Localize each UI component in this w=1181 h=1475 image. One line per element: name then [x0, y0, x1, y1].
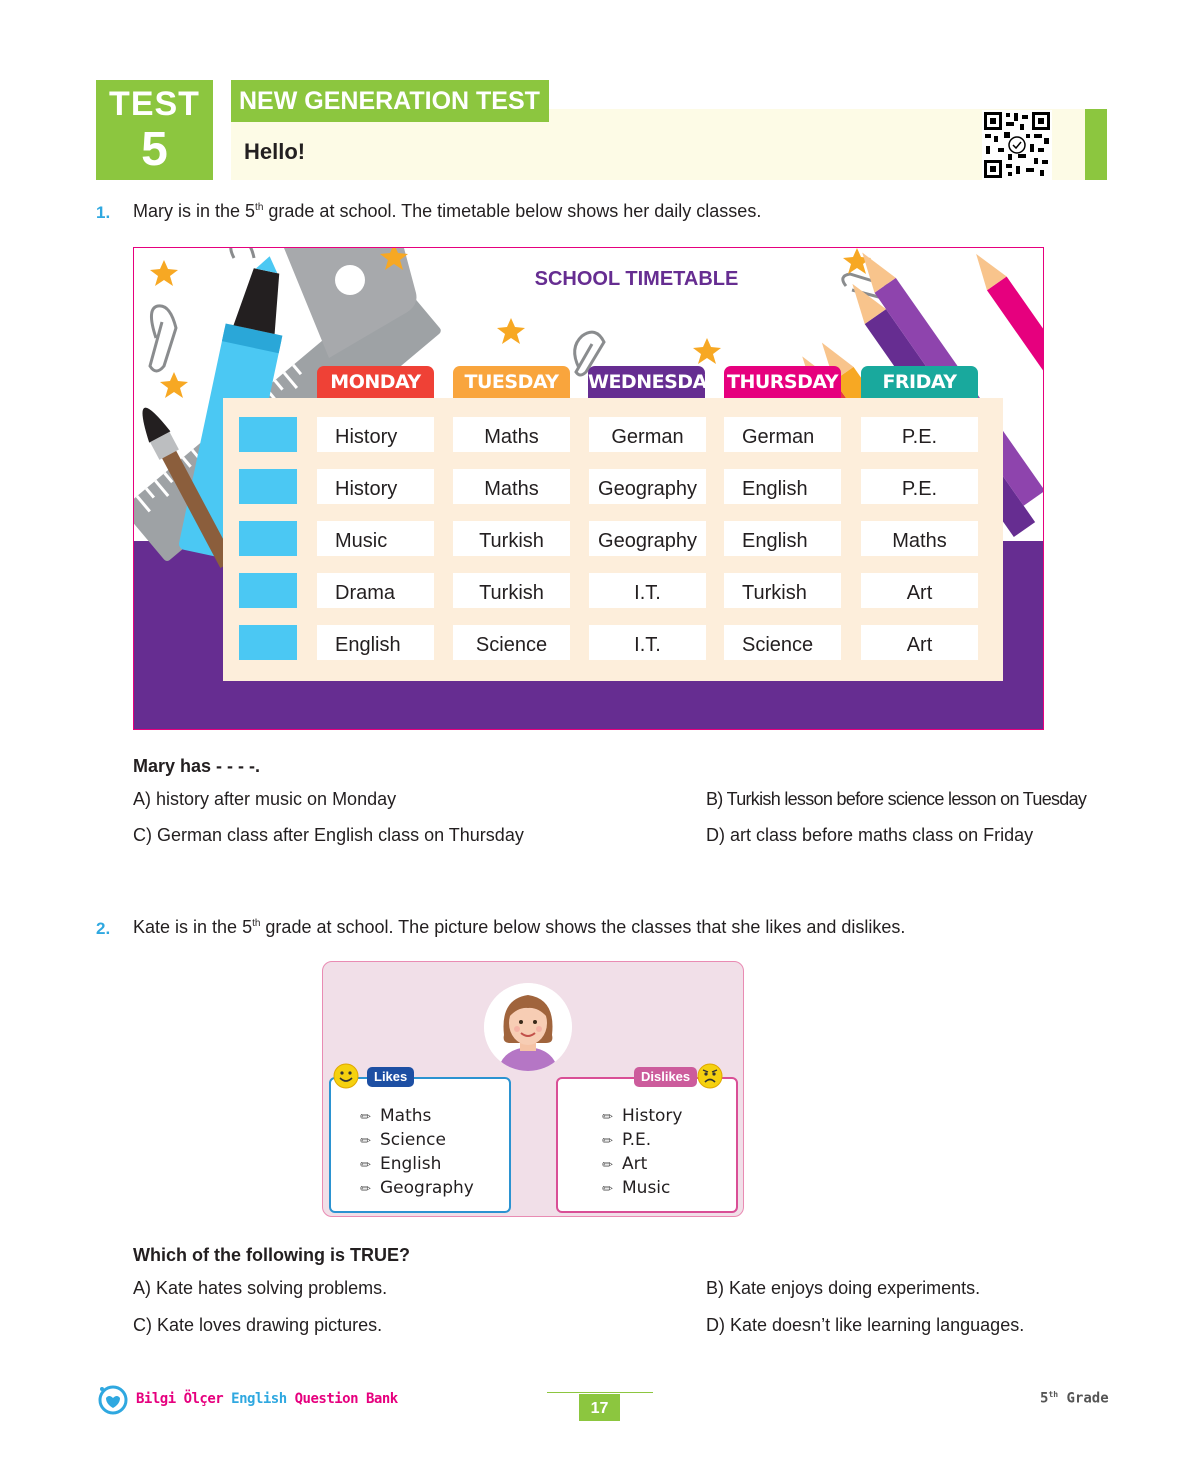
timetable-cell: P.E.: [861, 469, 978, 504]
list-item: [602, 1177, 682, 1201]
test-label: TEST: [109, 85, 200, 123]
timetable-cell: English: [724, 469, 841, 504]
timetable-cell: Maths: [453, 469, 570, 504]
list-item: [602, 1105, 682, 1129]
timetable-cell: Science: [724, 625, 841, 660]
list-item: [602, 1129, 682, 1153]
pencil-icon: ✏: [360, 1110, 371, 1125]
timetable-cell: Art: [861, 573, 978, 608]
like-subject: Maths: [380, 1106, 432, 1126]
footer-brand: [136, 1391, 398, 1407]
grade-number: 5: [1040, 1390, 1049, 1407]
likes-tag: Likes: [367, 1067, 414, 1087]
ordinal-suffix: th: [252, 918, 261, 929]
question-2-option-d[interactable]: D) Kate doesn’t like learning languages.: [706, 1315, 1025, 1335]
header-accent-bar: [1085, 109, 1107, 180]
timetable-grid: [223, 398, 1003, 681]
question-1-option-a[interactable]: A) history after music on Monday: [133, 789, 397, 809]
dislikes-list: [602, 1105, 682, 1201]
happy-face-icon: [333, 1063, 359, 1089]
timetable-cell: History: [317, 417, 434, 452]
list-item: [360, 1153, 474, 1177]
question-1-text-end: grade at school. The timetable below shows her daily classes.: [263, 201, 762, 221]
timetable-cell: English: [724, 521, 841, 556]
question-2-number: 2.: [96, 919, 111, 938]
dislikes-tag: Dislikes: [634, 1067, 697, 1087]
list-item: [360, 1105, 474, 1129]
question-2-option-a[interactable]: A) Kate hates solving problems.: [133, 1278, 388, 1298]
pencil-icon: ✏: [602, 1182, 613, 1197]
brand-product: Question Bank: [294, 1391, 398, 1407]
grade-word: Grade: [1066, 1390, 1109, 1407]
period-marker: [239, 521, 297, 556]
brand-name: Bilgi Ölçer: [136, 1391, 224, 1407]
list-item: [360, 1129, 474, 1153]
question-2-text-start: Kate is in the 5: [133, 917, 253, 937]
like-subject: Geography: [380, 1178, 474, 1198]
pencil-icon: ✏: [360, 1134, 371, 1149]
grade-suffix: th: [1048, 1390, 1059, 1399]
test-number: 5: [141, 123, 168, 176]
dislike-subject: Art: [622, 1154, 648, 1174]
question-2-prompt: Which of the following is TRUE?: [133, 1245, 410, 1265]
timetable-cell: Maths: [861, 521, 978, 556]
day-tab-wednesday: WEDNESDAY: [588, 366, 705, 399]
pencil-icon: ✏: [602, 1110, 613, 1125]
new-generation-tab: NEW GENERATION TEST: [231, 80, 549, 122]
publisher-logo-icon: [98, 1385, 128, 1415]
timetable-cell: P.E.: [861, 417, 978, 452]
like-subject: English: [380, 1154, 442, 1174]
question-1-text: [133, 201, 761, 222]
test-badge: [96, 80, 213, 180]
timetable-cell: English: [317, 625, 434, 660]
dislikes-panel: [556, 1069, 738, 1213]
dislike-subject: History: [622, 1106, 683, 1126]
timetable-cell: German: [589, 417, 706, 452]
pencil-icon: ✏: [360, 1182, 371, 1197]
timetable-cell: Science: [453, 625, 570, 660]
likes-panel: [329, 1069, 511, 1213]
timetable-cell: Maths: [453, 417, 570, 452]
pencil-icon: ✏: [360, 1158, 371, 1173]
kate-avatar: [484, 983, 572, 1071]
question-1-option-d[interactable]: D) art class before maths class on Friday: [706, 825, 1034, 845]
question-2-text: [133, 917, 905, 938]
day-tab-friday: FRIDAY: [861, 366, 978, 399]
timetable-cell: Drama: [317, 573, 434, 608]
timetable-cell: Music: [317, 521, 434, 556]
question-1-prompt: Mary has - - - -.: [133, 756, 261, 776]
question-1-option-b[interactable]: B) Turkish lesson before science lesson on Tuesday: [706, 789, 1087, 809]
timetable-cell: Turkish: [724, 573, 841, 608]
brand-subject: English: [231, 1391, 287, 1407]
like-subject: Science: [380, 1130, 446, 1150]
timetable-cell: Art: [861, 625, 978, 660]
dislike-subject: P.E.: [622, 1130, 652, 1150]
period-marker: [239, 469, 297, 504]
timetable-cell: German: [724, 417, 841, 452]
day-tab-monday: MONDAY: [317, 366, 434, 399]
pencil-icon: ✏: [602, 1158, 613, 1173]
timetable-cell: Geography: [589, 469, 706, 504]
list-item: [360, 1177, 474, 1201]
timetable-cell: Turkish: [453, 521, 570, 556]
grade-label: [1040, 1390, 1109, 1407]
timetable-cell: I.T.: [589, 625, 706, 660]
page-number-rule: [547, 1392, 653, 1393]
sad-face-icon: [697, 1063, 723, 1089]
question-2-option-c[interactable]: C) Kate loves drawing pictures.: [133, 1315, 383, 1335]
school-timetable: [133, 247, 1044, 730]
ordinal-suffix: th: [255, 202, 264, 213]
timetable-cell: Turkish: [453, 573, 570, 608]
period-marker: [239, 625, 297, 660]
period-marker: [239, 417, 297, 452]
question-1-option-c[interactable]: C) German class after English class on Thursday: [133, 825, 524, 845]
timetable-cell: Geography: [589, 521, 706, 556]
question-2-option-b[interactable]: B) Kate enjoys doing experiments.: [706, 1278, 981, 1298]
likes-list: [360, 1105, 474, 1201]
qr-code-icon: [982, 110, 1052, 180]
page-number: 17: [579, 1394, 620, 1421]
pencil-icon: ✏: [602, 1134, 613, 1149]
timetable-cell: History: [317, 469, 434, 504]
question-1-number: 1.: [96, 203, 111, 222]
day-tab-thursday: THURSDAY: [724, 366, 841, 399]
day-tab-tuesday: TUESDAY: [453, 366, 570, 399]
timetable-cell: I.T.: [589, 573, 706, 608]
dislike-subject: Music: [622, 1178, 671, 1198]
question-2-text-end: grade at school. The picture below shows the classes that she likes and dislikes.: [260, 917, 906, 937]
likes-dislikes-card: [322, 961, 744, 1217]
list-item: [602, 1153, 682, 1177]
timetable-title: SCHOOL TIMETABLE: [534, 268, 739, 290]
unit-title: Hello!: [244, 139, 306, 164]
question-1-text-start: Mary is in the 5: [133, 201, 256, 221]
period-marker: [239, 573, 297, 608]
